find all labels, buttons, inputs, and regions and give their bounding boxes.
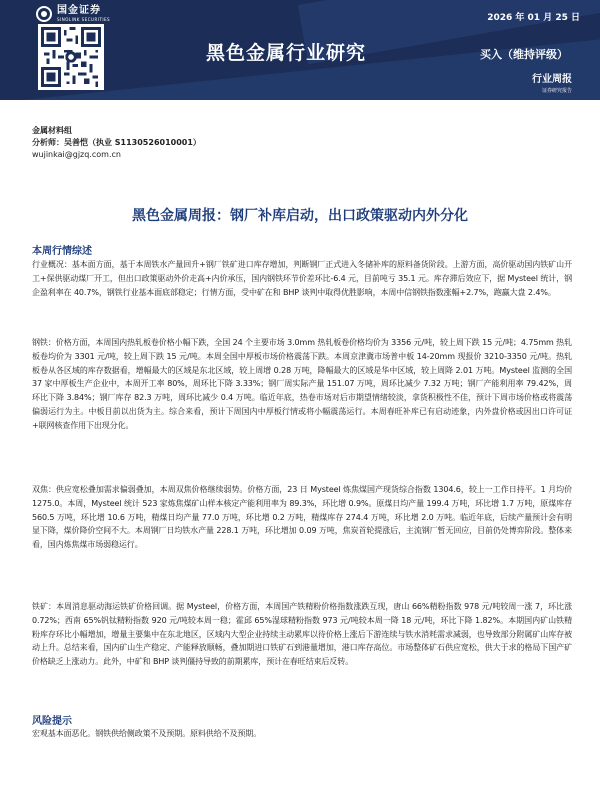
analyst-info [32,125,201,161]
logo-cn-text: 国金证券 [57,5,101,16]
report-date: 2026 年 01 月 25 日 [487,13,580,23]
paragraph-steel: 钢铁：价格方面，本周国内热轧板卷价格小幅下跌，全国 24 个主要市场 3.0mm 热轧板卷价格均价为 3356 元/吨，较上周下跌 15 元/吨；4.75mm 热轧板卷均价为 3301 元/吨，较上周下跌 15 元/吨。本周全国中厚板市场价格震荡下跌。本周京津冀市场普中板 14-20mm 现报价 3210-3350 元/吨。热轧板卷从各区域的库存数据看，增幅最大的区域是东北区域，较上周增 0.28 万吨，降幅最大的区域是华中区域，较上周降 2.01 万吨。Mysteel 监测的全国 37 家中厚板生产企业中，本周开工率 80%，周环比下降 3.33%；钢厂周实际产量 151.07 万吨，周环比减少 7.32 万吨；钢厂产能利用率 79.42%，周环比下降 3.84%；钢厂库存 82.3 万吨，周环比减少 0.4 万吨。临近年底，热卷市场对后市期望情绪较淡，拿货积极性不佳，预计下周市场价格或将震荡偏弱运行为主。中板目前以出货为主。综合来看，预计下周国内中厚板行情或将小幅震荡运行。本周春旺补库已有启动迹象，内外盘价格或因出口许可证+联网核查作用下出现分化。 [32,338,572,430]
analyst-email[interactable]: wujinkai@gjzq.com.cn [32,150,121,159]
report-title: 黑色金属行业研究 [206,42,367,64]
qr-code-icon [38,24,104,90]
paragraph-risk: 宏观基本面恶化。钢铁供给侧政策不及预期。原料供给不及预期。 [32,729,262,738]
report-type: 行业周报 [532,74,572,85]
rating-label: 买入（维持评级） [480,48,568,61]
section-heading-summary: 本周行情综述 [32,246,92,257]
analyst-name: 吴善恺（执业 S1130526010001） [64,138,201,147]
company-logo [36,6,110,22]
header-banner [0,0,600,100]
analyst-label: 分析师： [32,138,64,147]
logo-icon [36,6,52,22]
paragraph-industry: 行业概况：基本面方面，基于本周铁水产量回升+钢厂铁矿进口库存增加，判断钢厂正式进入冬储补库的原料备货阶段。上游方面，高价驱动国内铁矿山开工+保供驱动煤厂开工，但出口政策驱动外价走高+内价承压，国内钢铁环节价差环比-6.4 元，目前吨亏 35.1 元。库存滞后效应下，据 Mysteel 统计，钢企盈利率在 40.7%，钢铁行业基本面底部稳定；行情方面，受中矿在和 BHP 谈判中取得优胜影响，本周中信钢铁指数涨幅+2.7%，跑赢大盘 2.4%。 [32,260,572,297]
paragraph-coking-coal: 双焦：供应宽松叠加需求偏弱叠加，本周双焦价格继续弱势。价格方面，23 日 Mysteel 炼焦煤国产现货综合指数 1304.6，较上一工作日持平。1 月均价 1275.0。本周，Mysteel 统计 523 家炼焦煤矿山样本核定产能利用率为 89.3%，环比增 0.9%。原煤日均产量 199.4 万吨，环比增 1.7 万吨，原煤库存 560.5 万吨，环比增 10.6 万吨，精煤日均产量 77.0 万吨，环比增 0.2 万吨，精煤库存 274.4 万吨，环比增 2.0 万吨。临近年底，后续产量预计会有明显下降，煤价降价空间不大。本周钢厂日均铁水产量 228.1 万吨，环比增加 0.09 万吨，焦炭首轮提涨后，主流钢厂暂无回应，目前仍处博弈阶段。整体来看，国内炼焦煤市场弱稳运行。 [32,485,572,550]
logo-en-text: SINOLINK SECURITIES [57,17,111,22]
report-subtitle: 证券研究报告 [541,88,572,94]
paragraph-iron-ore: 铁矿：本周消息驱动海运铁矿价格回调。据 Mysteel，价格方面，本周国产铁精粉价格指数涨跌互现，唐山 66%精粉指数 978 元/吨较周一涨 7，环比涨 0.72%；西南 65%钒钛精粉指数 920 元/吨较本周一稳；霍邱 65%湿球精粉指数 973 元/吨较本周一降 18 元/吨，环比下降 1.82%。本期国内矿山铁精粉库存环比小幅增加，增量主要集中在东北地区，区域内大型企业持续主动累库以待价格上涨后下游连续与铁水消耗需求减弱，也导致部分附属矿山库存被动上升。总结来看，国内矿山生产稳定、产能释放顺畅，叠加期进口铁矿石到港量增加，港口库存高位。市场整体矿石供应宽松，供大于求的格局下国产矿价格缺乏上涨动力。此外，中矿和 BHP 谈判僵持导致的前期累库，预计在春旺结束后反转。 [32,602,572,667]
research-group: 金属材料组 [32,126,72,135]
main-title: 黑色金属周报：钢厂补库启动，出口政策驱动内外分化 [132,208,468,224]
section-heading-risk: 风险提示 [32,716,72,727]
